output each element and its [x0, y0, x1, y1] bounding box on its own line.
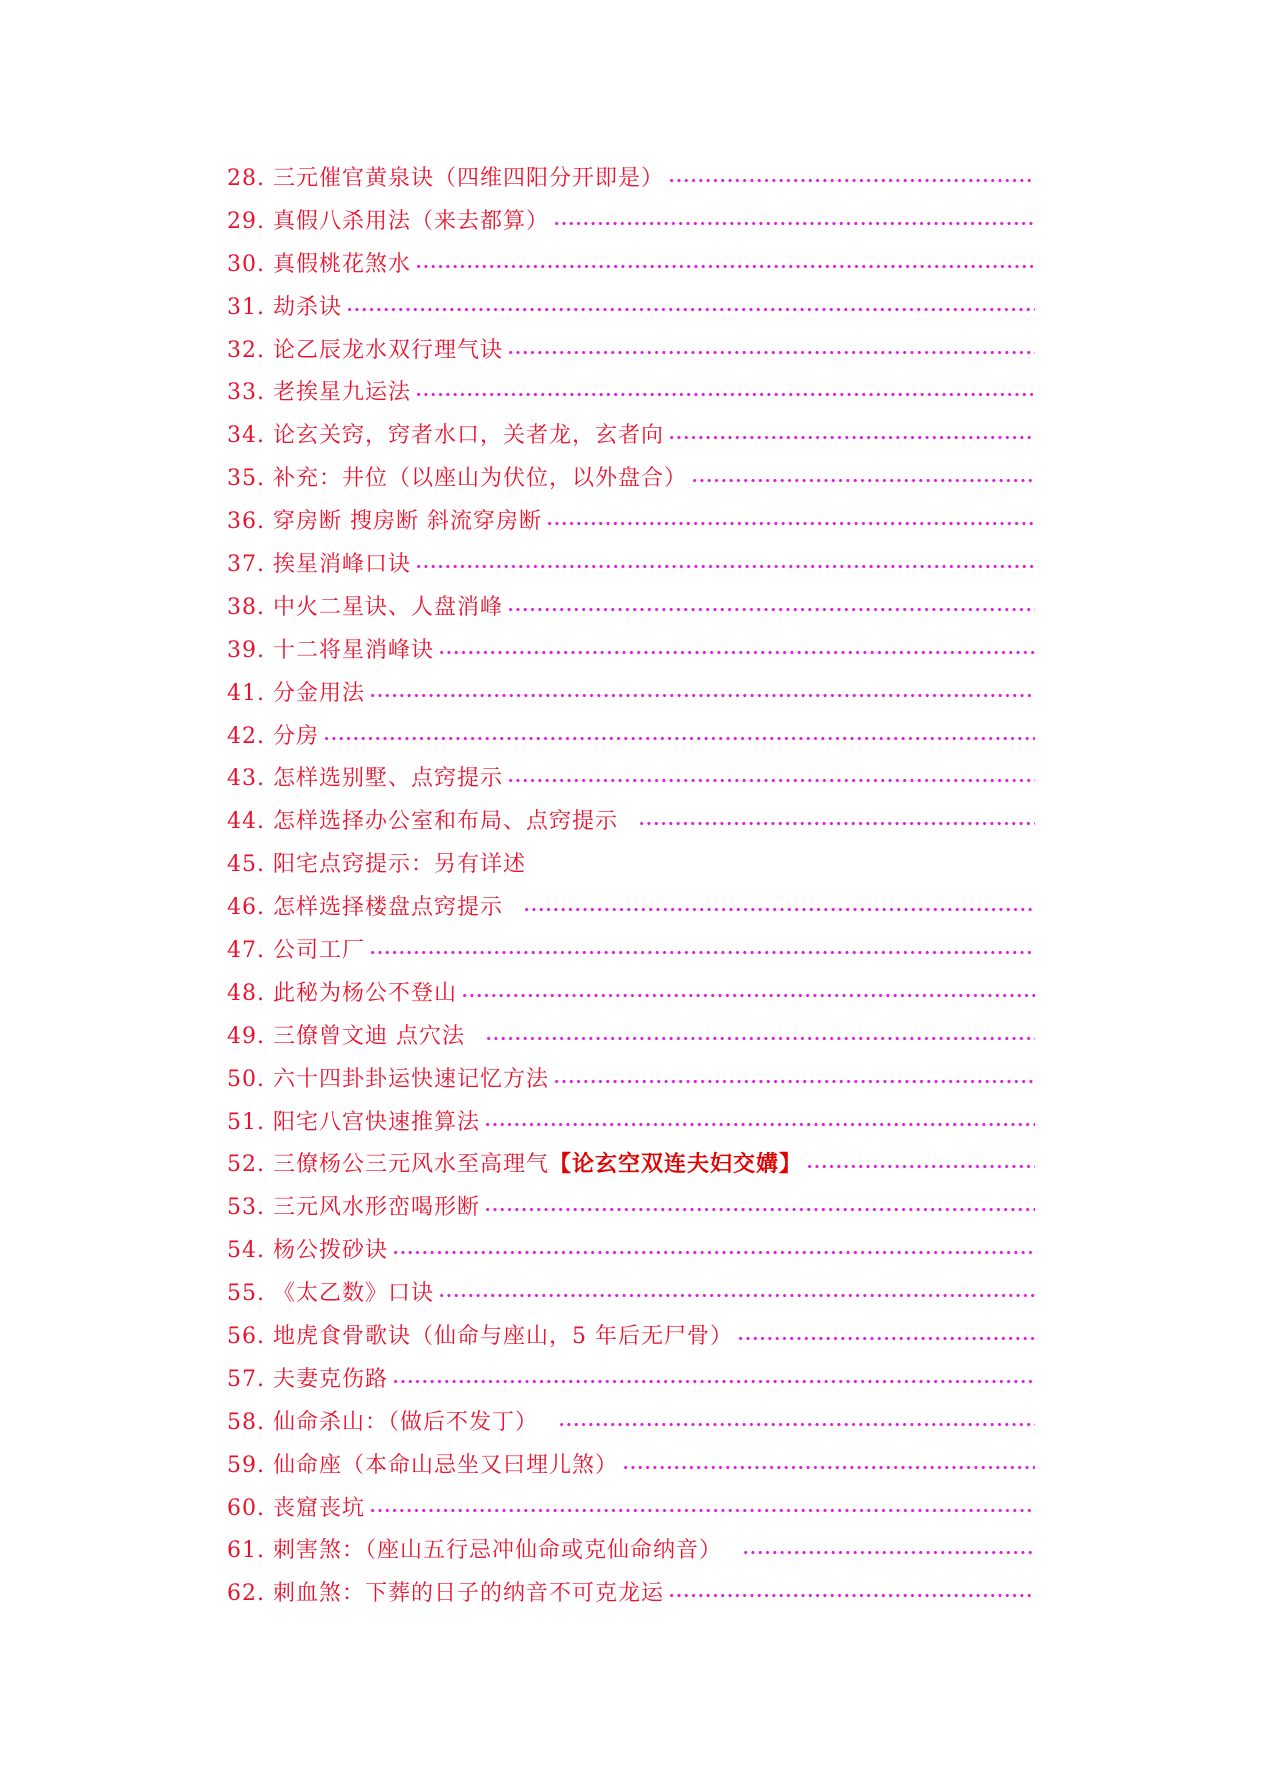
toc-entry-text: 47. 公司工厂 [227, 937, 365, 963]
toc-entry[interactable] [227, 1356, 1035, 1399]
toc-entry-text: 29. 真假八杀用法（来去都算） [227, 208, 549, 234]
dot-leader [415, 265, 1035, 268]
toc-entry-title [227, 1576, 664, 1607]
dot-leader [507, 351, 1035, 354]
toc-entry-title [227, 633, 434, 664]
toc-entry[interactable] [227, 1056, 1035, 1099]
toc-entry-text: 60. 丧窟丧坑 [227, 1495, 365, 1521]
toc-entry[interactable] [227, 798, 1035, 841]
toc-entry-text: 58. 仙命杀山：（做后不发丁） [227, 1409, 538, 1435]
dot-leader [415, 565, 1035, 568]
dot-leader [369, 951, 1035, 954]
toc-entry-text: 44. 怎样选择办公室和布局、点窍提示 [227, 809, 618, 835]
toc-entry-title [227, 976, 457, 1007]
toc-entry[interactable] [227, 970, 1035, 1013]
toc-entry-text: 50. 六十四卦卦运快速记忆方法 [227, 1066, 549, 1092]
toc-entry-text: 49. 三僚曾文迪 点穴法 [227, 1023, 465, 1049]
toc-entry-text: 51. 阳宅八宫快速推算法 [227, 1109, 480, 1135]
toc-entry-text: 46. 怎样选择楼盘点窍提示 [227, 895, 503, 921]
toc-entry[interactable] [227, 1099, 1035, 1142]
toc-entry[interactable] [227, 1184, 1035, 1227]
toc-entry-text: 37. 挨星消峰口诀 [227, 551, 411, 577]
dot-leader [438, 651, 1035, 654]
dot-leader [369, 694, 1035, 697]
dot-leader [323, 737, 1035, 740]
toc-entry-title [227, 247, 411, 278]
toc-entry-text: 48. 此秘为杨公不登山 [227, 980, 457, 1006]
toc-entry-title [227, 761, 503, 792]
dot-leader [415, 393, 1035, 396]
toc-entry[interactable] [227, 627, 1035, 670]
toc-entry-text: 35. 补充：井位（以座山为伏位，以外盘合） [227, 466, 687, 492]
toc-entry-title [227, 290, 342, 321]
toc-entry-title [227, 333, 503, 364]
toc-entry-title [227, 1019, 465, 1050]
dot-leader [668, 436, 1035, 439]
toc-entry-title [227, 847, 526, 878]
dot-leader [638, 822, 1035, 825]
toc-entry[interactable] [227, 1442, 1035, 1485]
toc-entry[interactable] [227, 841, 1035, 884]
toc-entry-text: 54. 杨公拨砂诀 [227, 1238, 388, 1264]
dot-leader [553, 1080, 1035, 1083]
toc-entry[interactable] [227, 755, 1035, 798]
toc-entry[interactable] [227, 1313, 1035, 1356]
dot-leader [622, 1466, 1035, 1469]
toc-entry-title [227, 804, 618, 835]
toc-entry-title [227, 1533, 722, 1564]
toc-entry-text: 52. 三僚杨公三元风水至高理气 [227, 1152, 549, 1178]
toc-entry-highlight: 【论玄空双连夫妇交媾】 [548, 1151, 802, 1178]
dot-leader [523, 908, 1035, 911]
toc-entry-text: 28. 三元催官黄泉诀（四维四阳分开即是） [227, 165, 664, 191]
toc-entry-text: 59. 仙命座（本命山忌坐又曰埋儿煞） [227, 1452, 618, 1478]
toc-entry-title [227, 204, 549, 235]
toc-entry[interactable] [227, 1013, 1035, 1056]
toc-entry-text: 62. 刺血煞：下葬的日子的纳音不可克龙运 [227, 1581, 664, 1607]
dot-leader [392, 1251, 1035, 1254]
toc-entry-title [227, 1491, 365, 1522]
dot-leader [737, 1337, 1035, 1340]
dot-leader [553, 222, 1035, 225]
dot-leader [392, 1380, 1035, 1383]
toc-entry-text: 57. 夫妻克伤路 [227, 1366, 388, 1392]
toc-entry-title [227, 504, 542, 535]
toc-entry[interactable] [227, 670, 1035, 713]
dot-leader [438, 1294, 1035, 1297]
toc-entry-text: 45. 阳宅点窍提示：另有详述 [227, 852, 526, 878]
toc-entry-title [227, 590, 503, 621]
toc-entry-text: 41. 分金用法 [227, 680, 365, 706]
toc-entry[interactable] [227, 369, 1035, 412]
toc-entry-title [227, 1276, 434, 1307]
table-of-contents [227, 155, 1035, 1613]
toc-entry[interactable] [227, 713, 1035, 756]
toc-entry-title [227, 1190, 480, 1221]
toc-entry[interactable] [227, 584, 1035, 627]
dot-leader [668, 1594, 1035, 1597]
toc-entry-text: 32. 论乙辰龙水双行理气诀 [227, 337, 503, 363]
toc-entry-title [227, 933, 365, 964]
toc-entry[interactable] [227, 1528, 1035, 1571]
toc-entry-text: 34. 论玄关窍，窍者水口，关者龙，玄者向 [227, 423, 664, 449]
toc-entry-title [227, 161, 664, 192]
dot-leader [742, 1551, 1035, 1554]
toc-entry[interactable] [227, 412, 1035, 455]
dot-leader [369, 1509, 1035, 1512]
toc-entry-text: 39. 十二将星消峰诀 [227, 637, 434, 663]
toc-entry-title [227, 1319, 733, 1350]
toc-entry-title [227, 418, 664, 449]
toc-entry-text: 55. 《太乙数》口诀 [227, 1281, 434, 1307]
toc-entry-title [227, 1362, 388, 1393]
toc-entry-text: 36. 穿房断 搜房断 斜流穿房断 [227, 509, 542, 535]
toc-entry-title [227, 890, 503, 921]
toc-entry-title [227, 1448, 618, 1479]
toc-entry-title [227, 719, 319, 750]
toc-entry[interactable] [227, 284, 1035, 327]
toc-entry-text: 30. 真假桃花煞水 [227, 251, 411, 277]
dot-leader [806, 1165, 1035, 1168]
dot-leader [461, 994, 1035, 997]
toc-entry-text: 31. 劫杀诀 [227, 294, 342, 320]
toc-entry-title [227, 461, 687, 492]
toc-entry-title [227, 676, 365, 707]
toc-entry-text: 42. 分房 [227, 723, 319, 749]
toc-entry-text: 61. 刺害煞：（座山五行忌冲仙命或克仙命纳音） [227, 1538, 722, 1564]
toc-entry[interactable] [227, 927, 1035, 970]
dot-leader [691, 479, 1035, 482]
dot-leader [558, 1423, 1035, 1426]
toc-entry[interactable] [227, 1227, 1035, 1270]
toc-entry[interactable] [227, 884, 1035, 927]
toc-entry[interactable] [227, 455, 1035, 498]
toc-entry-title [227, 1233, 388, 1264]
toc-entry-text: 53. 三元风水形峦喝形断 [227, 1195, 480, 1221]
dot-leader [485, 1037, 1035, 1040]
toc-entry-text: 56. 地虎食骨歌诀（仙命与座山，5 年后无尸骨） [227, 1323, 733, 1349]
toc-entry[interactable] [227, 541, 1035, 584]
toc-entry[interactable] [227, 1570, 1035, 1613]
toc-entry[interactable] [227, 327, 1035, 370]
dot-leader [507, 608, 1035, 611]
toc-entry[interactable] [227, 241, 1035, 284]
toc-entry-text: 38. 中火二星诀、人盘消峰 [227, 594, 503, 620]
toc-entry[interactable] [227, 1485, 1035, 1528]
toc-entry-title [227, 375, 411, 406]
dot-leader [546, 522, 1035, 525]
toc-entry-title [227, 1147, 802, 1178]
toc-entry-title [227, 1405, 538, 1436]
dot-leader [346, 308, 1035, 311]
toc-entry[interactable] [227, 498, 1035, 541]
toc-entry-title [227, 547, 411, 578]
toc-entry[interactable] [227, 1141, 1035, 1184]
dot-leader [507, 779, 1035, 782]
toc-entry[interactable] [227, 1270, 1035, 1313]
dot-leader [668, 179, 1035, 182]
toc-entry-title [227, 1105, 480, 1136]
toc-entry-title [227, 1062, 549, 1093]
toc-entry[interactable] [227, 1399, 1035, 1442]
dot-leader [484, 1208, 1035, 1211]
dot-leader [484, 1123, 1035, 1126]
toc-entry[interactable] [227, 198, 1035, 241]
toc-entry-text: 33. 老挨星九运法 [227, 380, 411, 406]
toc-entry[interactable] [227, 155, 1035, 198]
toc-entry-text: 43. 怎样选别墅、点窍提示 [227, 766, 503, 792]
